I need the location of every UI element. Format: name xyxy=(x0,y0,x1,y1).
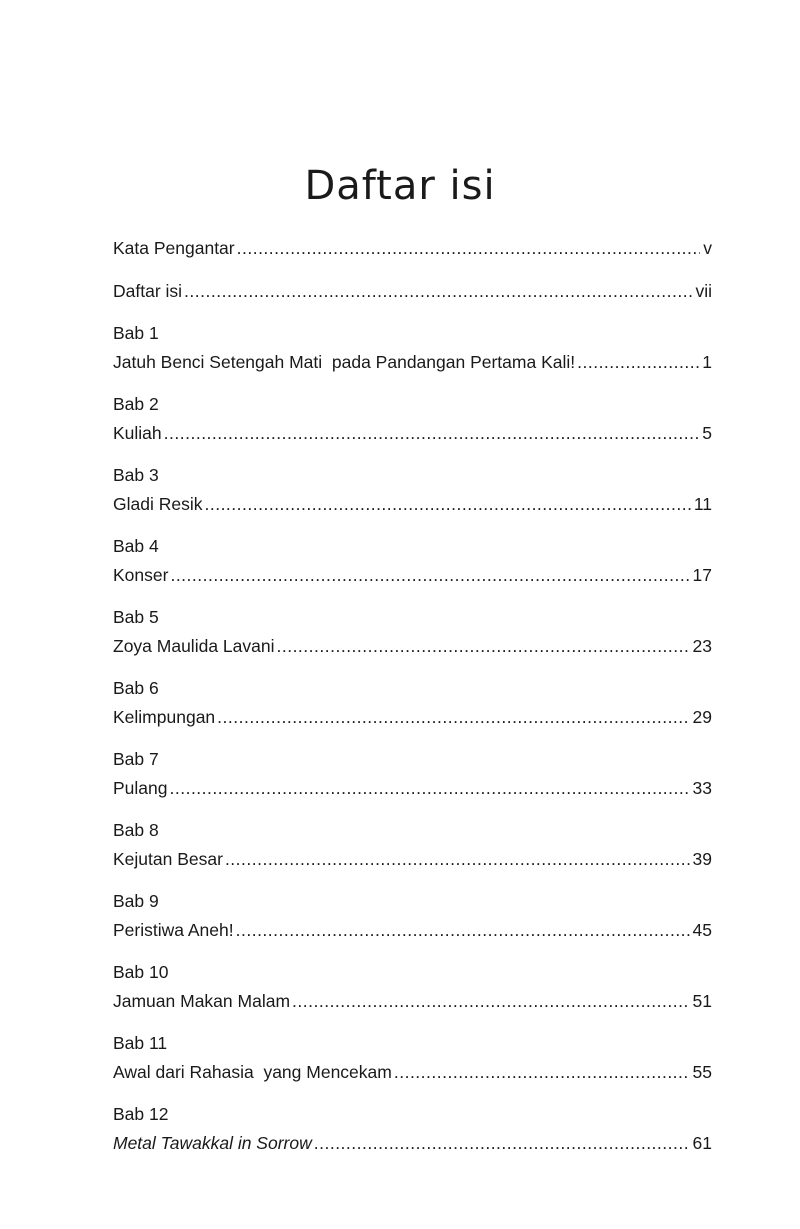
chapter-label: Bab 6 xyxy=(113,678,159,698)
toc-entry-bab-7[interactable] xyxy=(113,745,712,803)
toc-page-number: 45 xyxy=(692,920,712,940)
toc-page-number: vii xyxy=(695,281,712,301)
dot-leader xyxy=(276,631,689,661)
toc-entry-title: Konser xyxy=(113,565,169,585)
dot-leader xyxy=(394,1057,690,1087)
toc-entry-bab-10[interactable] xyxy=(113,958,712,1016)
toc-page-number: 33 xyxy=(692,778,712,798)
dot-leader xyxy=(292,986,690,1016)
toc-page-number: 23 xyxy=(692,636,712,656)
toc-entry-bab-11[interactable] xyxy=(113,1029,712,1087)
chapter-label: Bab 2 xyxy=(113,394,159,414)
chapter-label: Bab 1 xyxy=(113,323,159,343)
toc-entry-bab-6[interactable] xyxy=(113,674,712,732)
toc-entry-title: Pulang xyxy=(113,778,168,798)
dot-leader xyxy=(170,560,689,590)
toc-entry-title: Jatuh Benci Setengah Mati pada Pandangan Pertama Kali! xyxy=(113,352,576,372)
toc-entry-bab-2[interactable] xyxy=(113,390,712,448)
page-title: Daftar isi xyxy=(304,163,496,209)
chapter-label: Bab 8 xyxy=(113,820,159,840)
dot-leader xyxy=(217,702,689,732)
toc-entry-title: Kuliah xyxy=(113,423,162,443)
toc-page-number: v xyxy=(703,238,712,258)
toc-entry-title: Kejutan Besar xyxy=(113,849,223,869)
toc-entry-bab-12[interactable] xyxy=(113,1100,712,1158)
dot-leader xyxy=(164,418,700,448)
toc-page-number: 11 xyxy=(693,494,712,514)
table-of-contents xyxy=(113,233,712,1171)
dot-leader xyxy=(204,489,690,519)
chapter-label: Bab 9 xyxy=(113,891,159,911)
chapter-label: Bab 12 xyxy=(113,1104,169,1124)
toc-entry-bab-9[interactable] xyxy=(113,887,712,945)
toc-entry-bab-4[interactable] xyxy=(113,532,712,590)
dot-leader xyxy=(184,276,692,306)
chapter-label: Bab 10 xyxy=(113,962,169,982)
toc-page-number: 1 xyxy=(702,352,712,372)
toc-entry-daftar-isi[interactable] xyxy=(113,276,712,306)
chapter-label: Bab 4 xyxy=(113,536,159,556)
toc-entry-title: Awal dari Rahasia yang Mencekam xyxy=(113,1062,392,1082)
chapter-label: Bab 3 xyxy=(113,465,159,485)
chapter-label: Bab 5 xyxy=(113,607,159,627)
toc-page-number: 17 xyxy=(692,565,712,585)
toc-page-number: 29 xyxy=(692,707,712,727)
toc-entry-title: Kelimpungan xyxy=(113,707,216,727)
dot-leader xyxy=(236,915,690,945)
toc-entry-title: Gladi Resik xyxy=(113,494,203,514)
toc-entry-title: Daftar isi xyxy=(113,281,183,301)
toc-page-number: 51 xyxy=(692,991,712,1011)
toc-entry-bab-1[interactable] xyxy=(113,319,712,377)
toc-page-number: 61 xyxy=(692,1133,712,1153)
toc-entry-title: Zoya Maulida Lavani xyxy=(113,636,275,656)
toc-page-number: 39 xyxy=(692,849,712,869)
toc-page-number: 55 xyxy=(692,1062,712,1082)
toc-entry-title: Kata Pengantar xyxy=(113,238,235,258)
toc-entry-bab-3[interactable] xyxy=(113,461,712,519)
toc-entry-bab-8[interactable] xyxy=(113,816,712,874)
chapter-label: Bab 7 xyxy=(113,749,159,769)
dot-leader xyxy=(225,844,690,874)
toc-entry-bab-5[interactable] xyxy=(113,603,712,661)
toc-entry-kata-pengantar[interactable] xyxy=(113,233,712,263)
toc-entry-title: Jamuan Makan Malam xyxy=(113,991,291,1011)
dot-leader xyxy=(237,233,701,263)
dot-leader xyxy=(314,1128,690,1158)
dot-leader xyxy=(170,773,690,803)
toc-entry-title: Peristiwa Aneh! xyxy=(113,920,234,940)
toc-entry-title: Metal Tawakkal in Sorrow xyxy=(113,1133,312,1153)
dot-leader xyxy=(577,347,699,377)
toc-page-number: 5 xyxy=(702,423,712,443)
chapter-label: Bab 11 xyxy=(113,1033,168,1053)
